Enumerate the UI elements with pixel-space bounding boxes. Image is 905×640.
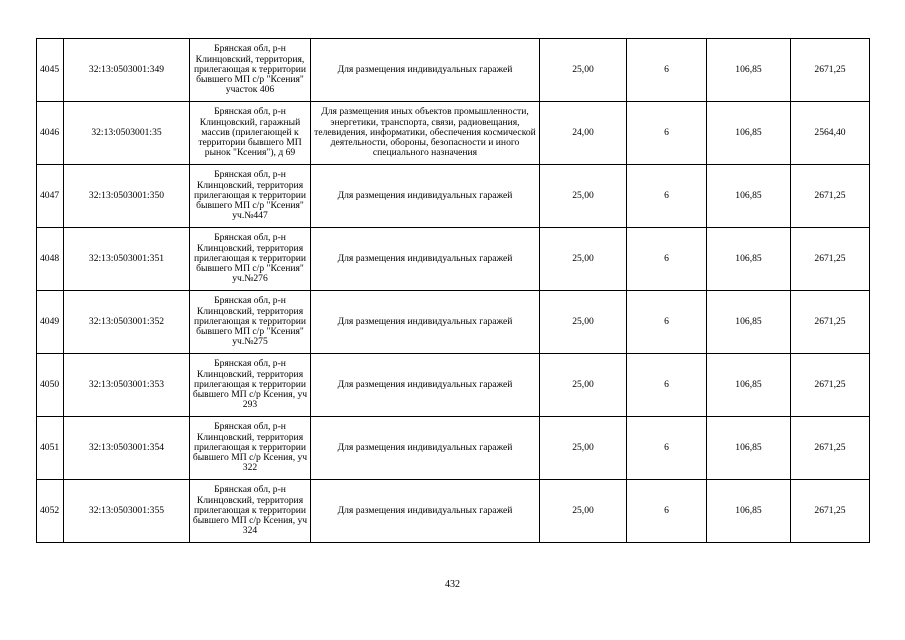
- specific-value-cell: 106,85: [707, 291, 791, 354]
- table-row: [37, 291, 870, 354]
- land-use-purpose-cell: Для размещения индивидуальных гаражей: [311, 480, 540, 543]
- address-cell: Брянская обл, р-н Клинцовский, территория прилегающая к территории бывшего МП с/р "Ксения" уч.№275: [190, 291, 311, 354]
- area-cell: 25,00: [540, 354, 627, 417]
- group-number-cell: 6: [627, 165, 707, 228]
- row-number-cell: 4047: [37, 165, 64, 228]
- specific-value-cell: 106,85: [707, 480, 791, 543]
- area-cell: 25,00: [540, 291, 627, 354]
- row-number-cell: 4045: [37, 39, 64, 102]
- cadastral-table: [36, 38, 870, 543]
- cadastral-value-cell: 2671,25: [791, 354, 870, 417]
- specific-value-cell: 106,85: [707, 102, 791, 165]
- land-use-purpose-cell: Для размещения индивидуальных гаражей: [311, 417, 540, 480]
- address-cell: Брянская обл, р-н Клинцовский, территория прилегающая к территории бывшего МП с/р "Ксения" уч.№447: [190, 165, 311, 228]
- cadastral-number-cell: 32:13:0503001:352: [64, 291, 190, 354]
- table-row: [37, 165, 870, 228]
- address-cell: Брянская обл, р-н Клинцовский, территория прилегающая к территории бывшего МП с/р Ксения, уч 324: [190, 480, 311, 543]
- group-number-cell: 6: [627, 417, 707, 480]
- specific-value-cell: 106,85: [707, 165, 791, 228]
- table-row: [37, 228, 870, 291]
- cadastral-number-cell: 32:13:0503001:35: [64, 102, 190, 165]
- area-cell: 25,00: [540, 165, 627, 228]
- cadastral-value-cell: 2671,25: [791, 39, 870, 102]
- table-row: [37, 354, 870, 417]
- group-number-cell: 6: [627, 354, 707, 417]
- cadastral-number-cell: 32:13:0503001:351: [64, 228, 190, 291]
- land-use-purpose-cell: Для размещения индивидуальных гаражей: [311, 165, 540, 228]
- group-number-cell: 6: [627, 102, 707, 165]
- row-number-cell: 4052: [37, 480, 64, 543]
- table-row: [37, 417, 870, 480]
- group-number-cell: 6: [627, 228, 707, 291]
- specific-value-cell: 106,85: [707, 228, 791, 291]
- table-row: [37, 39, 870, 102]
- row-number-cell: 4046: [37, 102, 64, 165]
- address-cell: Брянская обл, р-н Клинцовский, гаражный массив (прилегающей к территории бывшего МП рынок "Ксения"), д 69: [190, 102, 311, 165]
- group-number-cell: 6: [627, 480, 707, 543]
- specific-value-cell: 106,85: [707, 417, 791, 480]
- row-number-cell: 4049: [37, 291, 64, 354]
- area-cell: 25,00: [540, 39, 627, 102]
- land-use-purpose-cell: Для размещения иных объектов промышленности, энергетики, транспорта, связи, радиовещания, телевидения, информатики, обеспечения космической деятельности, обороны, безопасности и иного специального назначения: [311, 102, 540, 165]
- address-cell: Брянская обл, р-н Клинцовский, территория, прилегающая к территории бывшего МП с/р "Ксения" участок 406: [190, 39, 311, 102]
- land-use-purpose-cell: Для размещения индивидуальных гаражей: [311, 228, 540, 291]
- land-use-purpose-cell: Для размещения индивидуальных гаражей: [311, 39, 540, 102]
- cadastral-number-cell: 32:13:0503001:354: [64, 417, 190, 480]
- cadastral-number-cell: 32:13:0503001:353: [64, 354, 190, 417]
- table-row: [37, 102, 870, 165]
- group-number-cell: 6: [627, 291, 707, 354]
- address-cell: Брянская обл, р-н Клинцовский, территория прилегающая к территории бывшего МП с/р "Ксения" уч.№276: [190, 228, 311, 291]
- cadastral-value-cell: 2671,25: [791, 291, 870, 354]
- land-use-purpose-cell: Для размещения индивидуальных гаражей: [311, 354, 540, 417]
- address-cell: Брянская обл, р-н Клинцовский, территория прилегающая к территории бывшего МП с/р Ксения, уч 293: [190, 354, 311, 417]
- cadastral-number-cell: 32:13:0503001:349: [64, 39, 190, 102]
- cadastral-value-cell: 2671,25: [791, 417, 870, 480]
- cadastral-value-cell: 2564,40: [791, 102, 870, 165]
- area-cell: 25,00: [540, 228, 627, 291]
- area-cell: 25,00: [540, 417, 627, 480]
- cadastral-number-cell: 32:13:0503001:355: [64, 480, 190, 543]
- cadastral-value-cell: 2671,25: [791, 228, 870, 291]
- specific-value-cell: 106,85: [707, 39, 791, 102]
- row-number-cell: 4050: [37, 354, 64, 417]
- specific-value-cell: 106,85: [707, 354, 791, 417]
- row-number-cell: 4051: [37, 417, 64, 480]
- group-number-cell: 6: [627, 39, 707, 102]
- area-cell: 25,00: [540, 480, 627, 543]
- cadastral-number-cell: 32:13:0503001:350: [64, 165, 190, 228]
- cadastral-value-cell: 2671,25: [791, 480, 870, 543]
- page-number: 432: [445, 579, 460, 590]
- cadastral-value-cell: 2671,25: [791, 165, 870, 228]
- row-number-cell: 4048: [37, 228, 64, 291]
- land-use-purpose-cell: Для размещения индивидуальных гаражей: [311, 291, 540, 354]
- area-cell: 24,00: [540, 102, 627, 165]
- table-row: [37, 480, 870, 543]
- address-cell: Брянская обл, р-н Клинцовский, территория прилегающая к территории бывшего МП с/р Ксения, уч 322: [190, 417, 311, 480]
